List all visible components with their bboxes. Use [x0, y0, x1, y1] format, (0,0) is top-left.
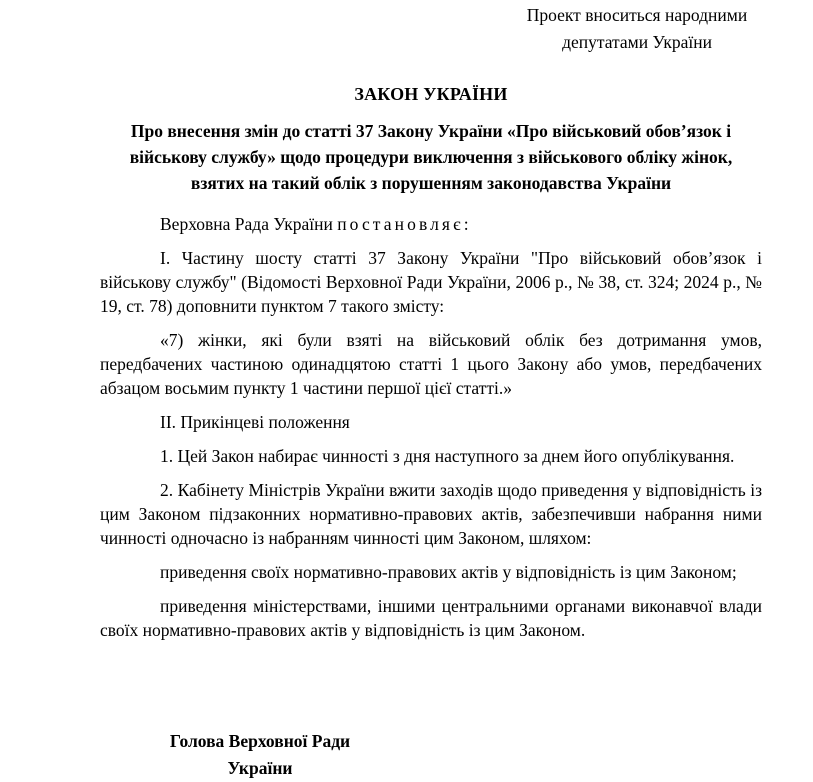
submission-note-line-1: Проект вноситься народними: [526, 5, 748, 25]
enacting-clause: [100, 212, 762, 236]
final-provision-item-2-sub-1: приведення своїх нормативно-правових актів у відповідність із цим Законом;: [160, 562, 737, 582]
law-title-line-1: Про внесення змін до статті 37 Закону України «Про військовий обов’язок і: [130, 121, 732, 141]
final-provision-item-2: 2. Кабінету Міністрів України вжити заходів щодо приведення у відповідність із цим Законом підзаконних нормативно-правових актів, забезпечивши набрання ними чинності одночасно із набранням чинності цим Законом, шляхом:: [100, 480, 762, 548]
document-body: [100, 212, 762, 642]
part-two-heading: II. Прикінцеві положення: [160, 412, 350, 432]
enacting-clause-prefix: Верховна Рада України: [160, 214, 338, 234]
law-kicker: ЗАКОН УКРАЇНИ: [354, 84, 508, 104]
final-provision-item-2-sub-2: приведення міністерствами, іншими центральними органами виконавчої влади своїх нормативно-правових актів у відповідність із цим Законом.: [100, 596, 762, 640]
part-one-paragraph: I. Частину шосту статті 37 Закону України "Про військовий обов’язок і військову службу" (Відомості Верховної Ради України, 2006 р., № 38, ст. 324; 2024 р., № 19, ст. 78) доповнити пунктом 7 такого змісту:: [100, 248, 762, 316]
submission-note: [512, 2, 762, 56]
page-title: [100, 118, 762, 196]
enacting-clause-spaced-word: постановляє: [337, 214, 464, 234]
signature-country: України: [227, 758, 293, 778]
final-provision-item-1: 1. Цей Закон набирає чинності з дня наступного за днем його опублікування.: [160, 446, 735, 466]
title-block: [100, 82, 762, 196]
new-item-7-paragraph: «7) жінки, які були взяті на військовий облік без дотримання умов, передбачених частиною одинадцятою статті 1 цього Закону або умов, передбачених абзацом восьмим пункту 1 частини першої цієї статті.»: [100, 330, 762, 398]
law-title-line-3: взятих на такий облік з порушенням законодавства України: [190, 173, 672, 193]
enacting-clause-suffix: :: [463, 214, 469, 234]
law-title-line-2: військову службу» щодо процедури виключення з військового обліку жінок,: [129, 147, 733, 167]
submission-note-line-2: депутатами України: [562, 32, 712, 52]
signature-title: Голова Верховної Ради: [169, 731, 351, 751]
signature-block: [160, 728, 360, 782]
